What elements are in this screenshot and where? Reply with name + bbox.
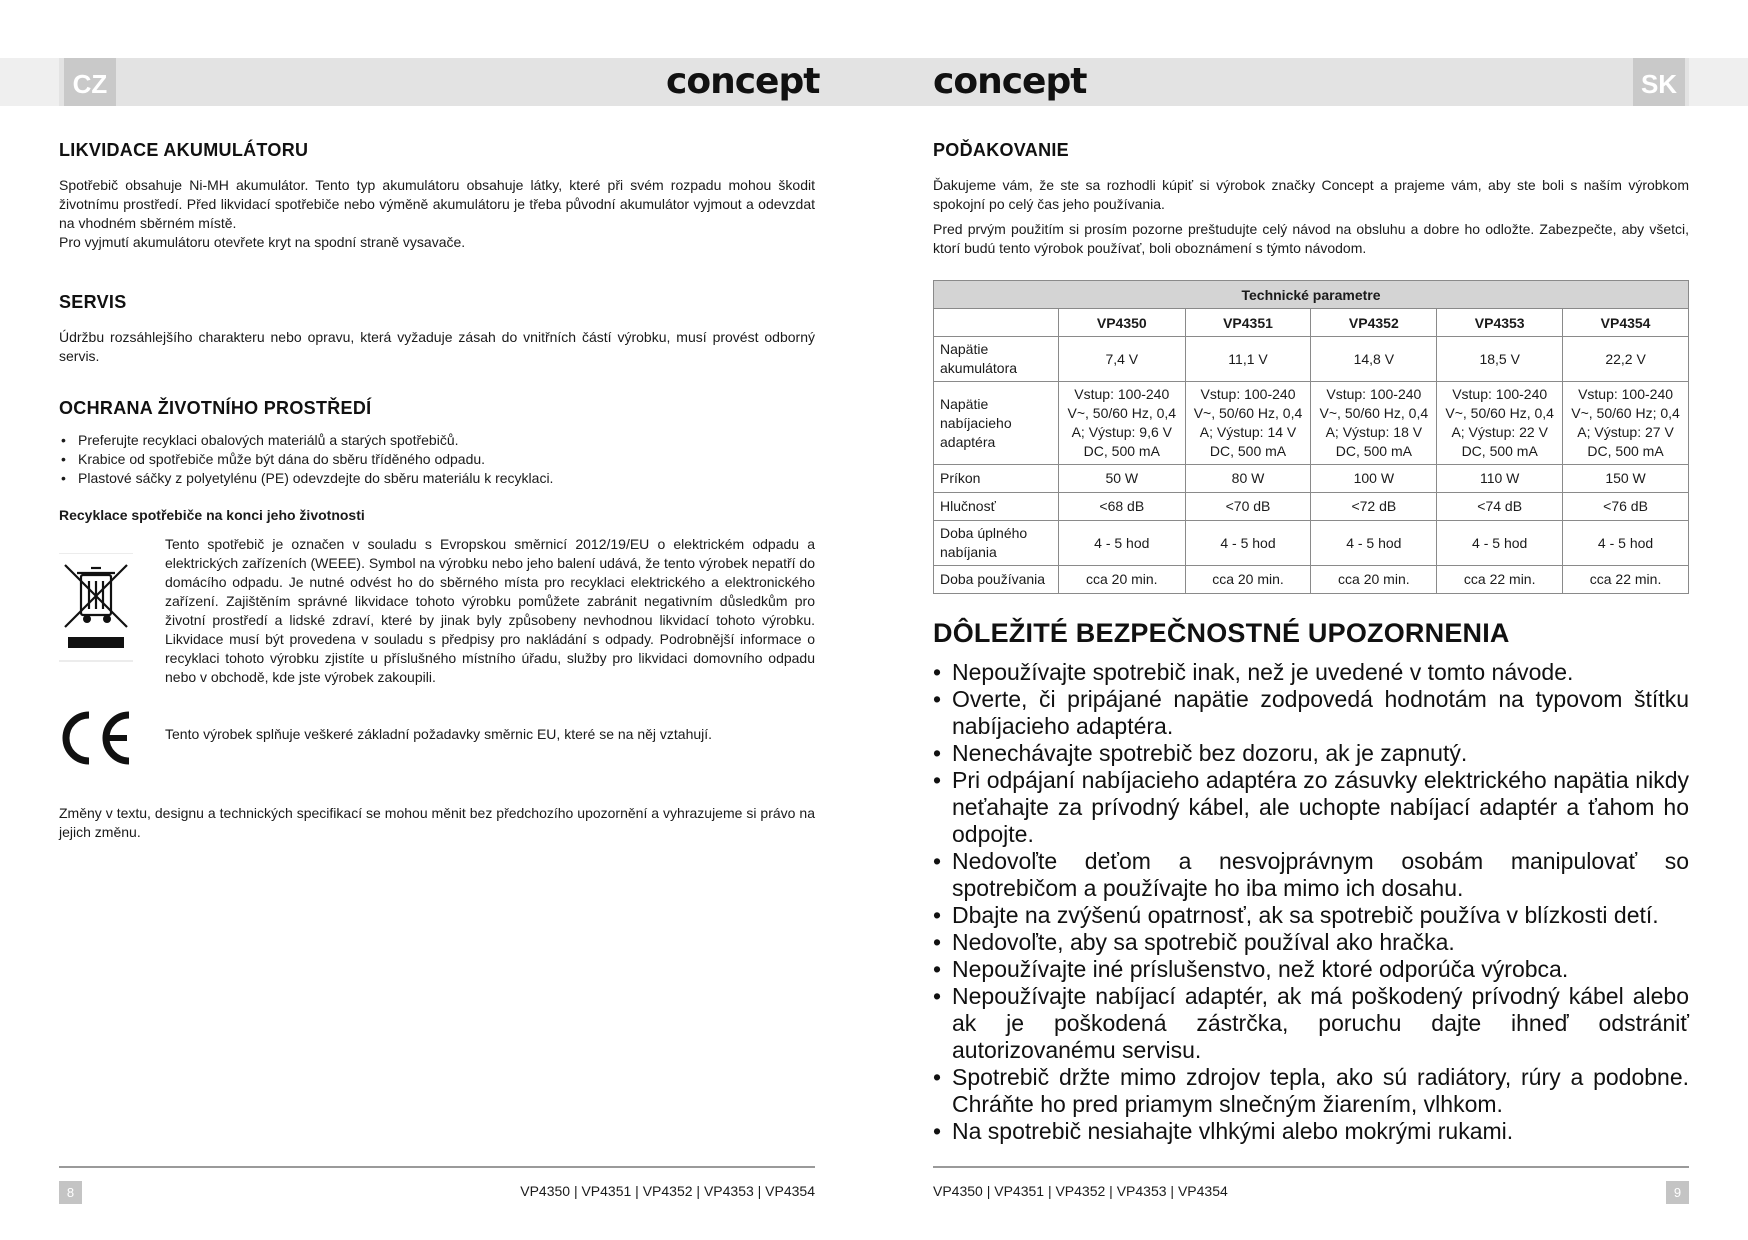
table-cell: 11,1 V <box>1185 337 1311 382</box>
table-cell: 4 - 5 hod <box>1185 521 1311 566</box>
table-cell: 14,8 V <box>1311 337 1437 382</box>
row-label: Napätie nabíjacieho adaptéra <box>934 382 1059 465</box>
brand-logo-left <box>666 58 819 106</box>
table-cell: 4 - 5 hod <box>1437 521 1563 566</box>
table-corner-cell <box>934 309 1059 337</box>
row-label: Napätie akumulátora <box>934 337 1059 382</box>
environment-list <box>59 431 815 488</box>
table-caption: Technické parametre <box>934 281 1689 309</box>
table-row <box>934 465 1689 493</box>
model-header: VP4350 <box>1059 309 1186 337</box>
table-cell: Vstup: 100-240 V~, 50/60 Hz, 0,4 A; Výstup: 14 V DC, 500 mA <box>1185 382 1311 465</box>
list-item: • Nenechávajte spotrebič bez dozoru, ak je zapnutý. <box>933 740 1689 767</box>
thanks-text: Ďakujeme vám, že ste sa rozhodli kúpiť si výrobok značky Concept a prajeme vám, aby ste boli s naším výrobkom spokojní po celý čas jeho používania. <box>933 177 1689 212</box>
list-item: • Overte, či pripájané napätie zodpovedá hodnotám na typovom štítku nabíjacieho adaptéra. <box>933 686 1689 740</box>
table-cell: 80 W <box>1185 465 1311 493</box>
row-label: Hlučnosť <box>934 493 1059 521</box>
row-label: Doba používania <box>934 566 1059 594</box>
weee-text: Tento spotřebič je označen v souladu s Evropskou směrnicí 2012/19/EU o elektrickém odpadu a elektrických zařízeních (WEEE). Symbol na výrobku nebo jeho balení udává, že tento výrobek nepatří do domácího odpadu. Je nutné odvést ho do sběrného místa pro recyklaci elektrického a elektronického zařízení. Zajištěním správné likvidace tohoto výrobku pomůžete zabránit negativním důsledkům pro životní prostředí a lidské zdraví, které by jinak byly způsobeny nevhodnou likvidací tohoto výrobku. Likvidace musí být provedena v souladu s předpisy pro nakládání s odpady. Podrobnější informace o recyklaci tohoto výrobku zjistíte u příslušného místního úřadu, služby pro likvidaci domovního odpadu nebo v obchodě, kde jste výrobek zakoupili. <box>165 536 815 685</box>
model-header: VP4352 <box>1311 309 1437 337</box>
recycling-heading: Recyklace spotřebiče na konci jeho životnosti <box>59 507 365 523</box>
table-cell: cca 20 min. <box>1059 566 1186 594</box>
row-label: Príkon <box>934 465 1059 493</box>
table-cell: Vstup: 100-240 V~, 50/60 Hz, 0,4 A; Výstup: 18 V DC, 500 mA <box>1311 382 1437 465</box>
table-cell: 18,5 V <box>1437 337 1563 382</box>
battery-disposal-heading: LIKVIDACE AKUMULÁTORU <box>59 140 309 160</box>
changes-disclaimer: Změny v textu, designu a technických specifikací se mohou měnit bez předchozího upozornění a vyhrazujeme si právo na jejich změnu. <box>59 805 815 840</box>
table-cell: 150 W <box>1563 465 1689 493</box>
table-cell: Vstup: 100-240 V~, 50/60 Hz; 0,4 A; Výstup: 27 V DC, 500 mA <box>1563 382 1689 465</box>
footer-divider-right <box>933 1166 1689 1168</box>
list-item: • Plastové sáčky z polyetylénu (PE) odevzdejte do sběru materiálu k recyklaci. <box>59 469 815 488</box>
instructions-text: Pred prvým použitím si prosím pozorne preštudujte celý návod na obsluhu a dobre ho odložte. Zabezpečte, aby všetci, ktorí budú tento výrobok používať, boli oboznámení s týmto návodom. <box>933 221 1689 256</box>
list-item: • Nepoužívajte spotrebič inak, než je uvedené v tomto návode. <box>933 659 1689 686</box>
header-band-edge-left <box>0 58 59 106</box>
safety-warnings-list <box>933 659 1689 1145</box>
table-cell: 110 W <box>1437 465 1563 493</box>
header-band-edge-right <box>1689 58 1748 106</box>
table-cell: <76 dB <box>1563 493 1689 521</box>
list-item: • Dbajte na zvýšenú opatrnosť, ak sa spotrebič používa v blízkosti detí. <box>933 902 1689 929</box>
safety-warnings-heading: DÔLEŽITÉ BEZPEČNOSTNÉ UPOZORNENIA <box>933 618 1510 648</box>
ce-text: Tento výrobek splňuje veškeré základní požadavky směrnic EU, které se na něj vztahují. <box>165 726 713 742</box>
brand-logo-right <box>933 58 1086 106</box>
footer-divider-left <box>59 1166 815 1168</box>
brand-logo-text: concept <box>666 61 820 102</box>
list-item: • Na spotrebič nesiahajte vlhkými alebo mokrými rukami. <box>933 1118 1689 1145</box>
table-cell: cca 22 min. <box>1563 566 1689 594</box>
table-cell: 100 W <box>1311 465 1437 493</box>
model-header: VP4351 <box>1185 309 1311 337</box>
environment-heading: OCHRANA ŽIVOTNÍHO PROSTŘEDÍ <box>59 398 372 418</box>
table-cell: 22,2 V <box>1563 337 1689 382</box>
page-number-right: 9 <box>1666 1181 1689 1204</box>
table-cell: Vstup: 100-240 V~, 50/60 Hz, 0,4 A; Výstup: 9,6 V DC, 500 mA <box>1059 382 1186 465</box>
ce-mark-icon <box>59 709 133 767</box>
right-page-sk <box>933 140 1689 1145</box>
table-row <box>934 382 1689 465</box>
table-cell: <72 dB <box>1311 493 1437 521</box>
list-item: • Preferujte recyklaci obalových materiálů a starých spotřebičů. <box>59 431 815 450</box>
list-item: • Nedovoľte, aby sa spotrebič používal ako hračka. <box>933 929 1689 956</box>
list-item: • Nepoužívajte nabíjací adaptér, ak má poškodený prívodný kábel alebo ak je poškodená zástrčka, poruchu dajte ihneď odstrániť autorizovanému servisu. <box>933 983 1689 1064</box>
technical-parameters-table <box>933 280 1689 594</box>
left-page-cz <box>59 140 815 842</box>
list-item: • Spotrebič držte mimo zdrojov tepla, ako sú radiátory, rúry a podobne. Chráňte ho pred priamym slnečným žiarením, vlhkom. <box>933 1064 1689 1118</box>
table-cell: 50 W <box>1059 465 1186 493</box>
service-text: Údržbu rozsáhlejšího charakteru nebo opravu, která vyžaduje zásah do vnitřních částí výrobku, musí provést odborný servis. <box>59 329 815 364</box>
list-item: • Nedovoľte deťom a nesvojprávnym osobám manipulovať so spotrebičom a používajte ho iba mimo ich dosahu. <box>933 848 1689 902</box>
footer-model-list-right: VP4350 | VP4351 | VP4352 | VP4353 | VP4354 <box>933 1183 1228 1199</box>
table-cell: cca 20 min. <box>1185 566 1311 594</box>
model-header: VP4354 <box>1563 309 1689 337</box>
battery-removal-text: Pro vyjmutí akumulátoru otevřete kryt na spodní straně vysavače. <box>59 234 466 250</box>
row-label: Doba úplného nabíjania <box>934 521 1059 566</box>
brand-logo-text: concept <box>933 61 1087 102</box>
table-cell: <70 dB <box>1185 493 1311 521</box>
table-cell: Vstup: 100-240 V~, 50/60 Hz, 0,4 A; Výstup: 22 V DC, 500 mA <box>1437 382 1563 465</box>
table-row <box>934 493 1689 521</box>
table-cell: cca 22 min. <box>1437 566 1563 594</box>
table-row <box>934 566 1689 594</box>
page-number-left: 8 <box>59 1181 82 1204</box>
list-item: • Nepoužívajte iné príslušenstvo, než ktoré odporúča výrobca. <box>933 956 1689 983</box>
table-cell: 7,4 V <box>1059 337 1186 382</box>
weee-section <box>59 535 815 687</box>
ce-section <box>59 709 815 769</box>
language-tab-sk: SK <box>1633 58 1685 106</box>
service-heading: SERVIS <box>59 292 127 312</box>
table-cell: <68 dB <box>1059 493 1186 521</box>
table-cell: cca 20 min. <box>1311 566 1437 594</box>
table-cell: 4 - 5 hod <box>1311 521 1437 566</box>
language-tab-cz: CZ <box>64 58 116 106</box>
list-item: • Pri odpájaní nabíjacieho adaptéra zo zásuvky elektrického napätia nikdy neťahajte za prívodný kábel, ale uchopte nabíjací adaptér a ťahom ho odpojte. <box>933 767 1689 848</box>
weee-crossed-bin-icon <box>59 553 133 663</box>
footer-model-list-left: VP4350 | VP4351 | VP4352 | VP4353 | VP4354 <box>520 1183 815 1199</box>
list-item: • Krabice od spotřebiče může být dána do sběru tříděného odpadu. <box>59 450 815 469</box>
table-cell: 4 - 5 hod <box>1563 521 1689 566</box>
thanks-heading: POĎAKOVANIE <box>933 140 1069 160</box>
table-row <box>934 337 1689 382</box>
table-cell: <74 dB <box>1437 493 1563 521</box>
table-row <box>934 521 1689 566</box>
model-header: VP4353 <box>1437 309 1563 337</box>
battery-disposal-text: Spotřebič obsahuje Ni-MH akumulátor. Tento typ akumulátoru obsahuje látky, které při svém rozpadu mohou škodit životnímu prostředí. Před likvidací spotřebiče nebo výměně akumulátoru je třeba původní akumulátor vyjmout a odevzdat na vhodném sběrném místě. <box>59 177 815 231</box>
table-cell: 4 - 5 hod <box>1059 521 1186 566</box>
